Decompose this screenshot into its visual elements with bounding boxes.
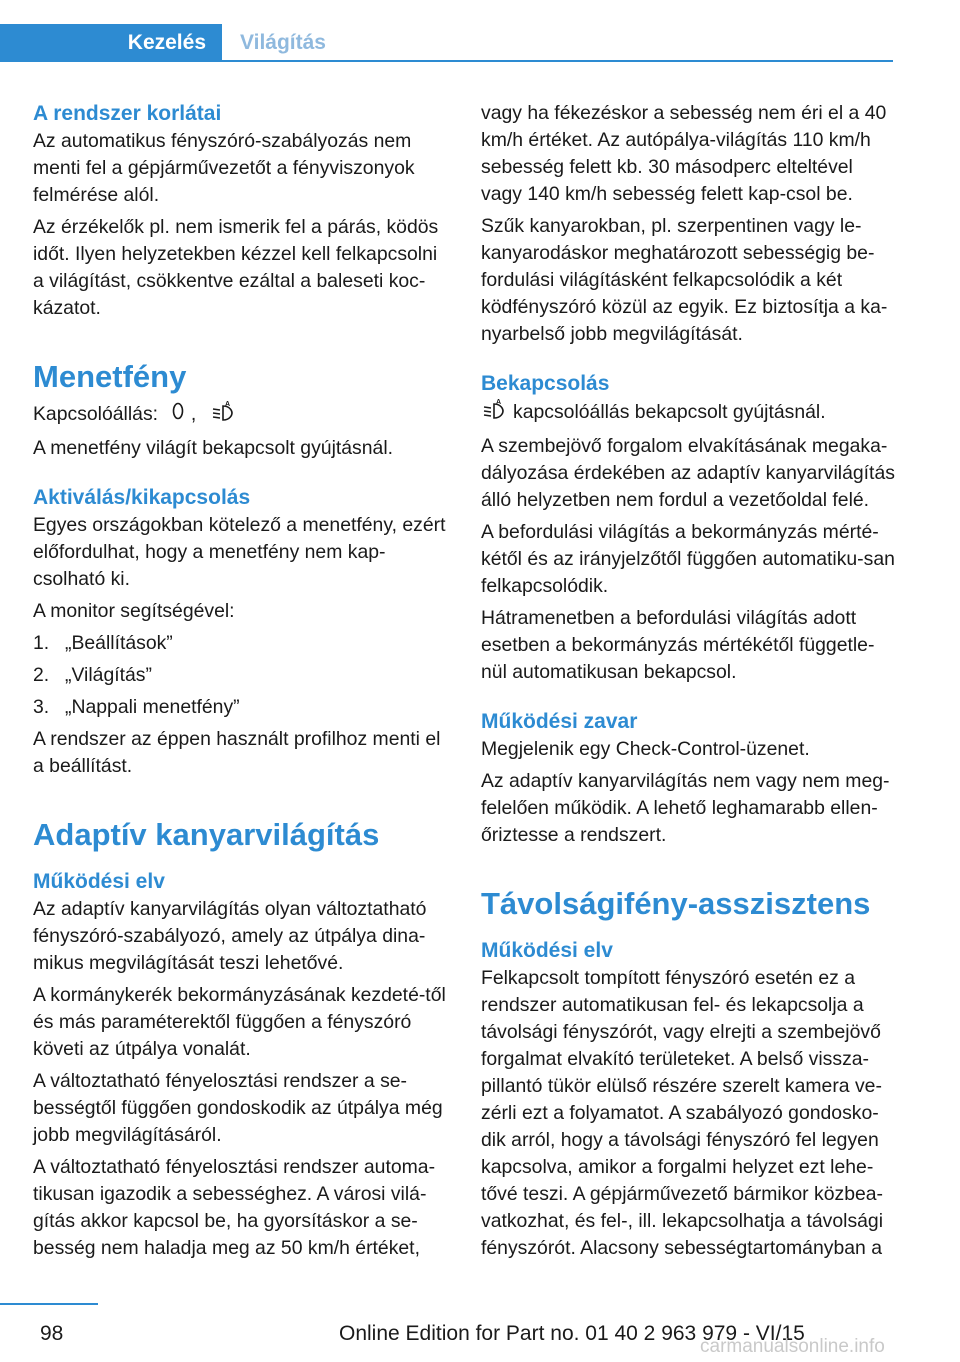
heading-aktivalas: Aktiválás/kikapcsolás: [33, 486, 251, 509]
paragraph: Az automatikus fényszóró-szabályozás nem menti fel a gépjárművezetőt a fényviszonyok felmérése alól.: [33, 130, 415, 206]
paragraph: A monitor segítségével:: [33, 600, 235, 622]
paragraph: A szembejövő forgalom elvakításának megaka‐dályozása érdekében az adaptív kanyarvilágítás álló helyzetben nem fordul a vezetőoldal felé.: [481, 435, 895, 511]
right-column: [481, 100, 899, 1267]
bekapcsolas-text: kapcsolóállás bekapcsolt gyújtásnál.: [513, 401, 826, 424]
step-text: „Nappali menetfény”: [65, 696, 240, 718]
step-number: 1.: [33, 632, 50, 654]
step-number: 3.: [33, 696, 50, 718]
auto-headlight-icon: [210, 400, 236, 430]
list-item: [33, 662, 451, 689]
paragraph: Megjelenik egy Check-Control-üzenet.: [481, 738, 810, 760]
paragraph: Az adaptív kanyarvilágítás olyan változtatható fényszóró-szabályozó, amely az útpálya dina‐mikus megvilágítását teszi lehetővé.: [33, 898, 427, 974]
steps-list: [33, 630, 451, 721]
paragraph: Egyes országokban kötelező a menetfény, ezért előfordulhat, hogy a menetfény nem kap‐csolható ki.: [33, 514, 446, 590]
paragraph: A változtatható fényelosztási rendszer automa‐tikusan igazodik a sebességhez. A városi vilá‐gítás akkor kapcsol be, ha gyorsításkor a se‐besség nem haladja meg az 50 km/h értéket,: [33, 1156, 436, 1259]
heading-adaptiv-kanyarvilagitas: Adaptív kanyarvilágítás: [33, 817, 380, 852]
paragraph: A változtatható fényelosztási rendszer a se‐bességtől függően gondoskodik az útpálya még jobb megvilágításáról.: [33, 1070, 443, 1146]
switch-position-line: [33, 400, 451, 430]
paragraph: Szűk kanyarokban, pl. szerpentinen vagy le‐kanyarodáskor meghatározott sebességig be‐fordulási világításként felkapcsolódik a két ködfényszóró közül az egyik. Ez biztosítja a ka‐nyarbelső jobb megvilágítását.: [481, 215, 888, 345]
step-number: 2.: [33, 664, 50, 686]
paragraph: A rendszer az éppen használt profilhoz menti el a beállítást.: [33, 728, 441, 777]
step-text: „Beállítások”: [65, 632, 173, 654]
paragraph: A befordulási világítás a bekormányzás mérté‐kétől és az irányjelzőtől függően automatiku‐san felkapcsolódik.: [481, 521, 895, 597]
heading-menetfeny: Menetfény: [33, 359, 187, 394]
step-text: „Világítás”: [65, 664, 152, 686]
switch-separator: ,: [190, 403, 197, 426]
paragraph: A menetfény világít bekapcsolt gyújtásnál.: [33, 437, 394, 459]
paragraph: Az adaptív kanyarvilágítás nem vagy nem meg‐felelően működik. A lehető leghamarabb ellen‐őriztesse a rendszert.: [481, 770, 890, 846]
footer-rule: [0, 1303, 98, 1305]
heading-mukodesi-zavar: Működési zavar: [481, 710, 638, 733]
paragraph: Az érzékelők pl. nem ismerik fel a párás, ködös időt. Ilyen helyzetekben kézzel kell felkapcsolni a világítást, csökkentve ezáltal a baleseti koc‐kázatot.: [33, 216, 439, 319]
paragraph: Felkapcsolt tompított fényszóró esetén ez a rendszer automatikusan fel- és lekapcsolja a távolsági fényszórót, vagy elrejti a szembejövő forgalmat elvakító területeket. A belső vissza‐pillantó tükör elülső részére szerelt kamera ve‐zérli ezt a folyamatot. A szabályozó gondosko‐dik arról, hogy a távolsági fényszóró fel legyen kapcsolva, amikor a forgalmi helyzet ezt lehe‐tővé teszi. A gépjárművezető bármikor közbea‐vatkozhat, és fel-, ill. lekapcsolhatja a távolsági fényszórót. Alacsony sebességtartományban a: [481, 967, 884, 1259]
heading-mukodesi-elv: Működési elv: [33, 870, 165, 893]
light-switch-zero-icon: [171, 401, 185, 429]
switch-label: Kapcsolóállás:: [33, 403, 159, 426]
paragraph: vagy ha fékezéskor a sebesség nem éri el a 40 km/h értéket. Az autópálya-világítás 110 km/h sebesség felett kb. 30 másodperc elteltével vagy 140 km/h sebesség felett kap‐csol be.: [481, 102, 887, 205]
heading-mukodesi-elv-2: Működési elv: [481, 939, 613, 962]
edition-text: Online Edition for Part no. 01 40 2 963 979 - VI/15: [339, 1322, 805, 1345]
paragraph: [481, 398, 899, 428]
page-number: 98: [40, 1322, 64, 1345]
tab-vilagitas[interactable]: Világítás: [240, 31, 326, 54]
list-item: [33, 630, 451, 657]
auto-headlight-icon: [481, 398, 507, 428]
watermark: carmanualsonline.info: [700, 1336, 885, 1357]
list-item: [33, 694, 451, 721]
header-rule: [0, 60, 893, 62]
svg-text:A: A: [224, 401, 230, 408]
tab-kezeles[interactable]: Kezelés: [0, 24, 222, 60]
heading-bekapcsolas: Bekapcsolás: [481, 372, 610, 395]
paragraph: A kormánykerék bekormányzásának kezdeté‐től és más paraméterektől függően a fényszóró követi az útpálya vonalát.: [33, 984, 446, 1060]
heading-rendszer-korlatai: A rendszer korlátai: [33, 102, 222, 125]
svg-text:A: A: [496, 399, 502, 406]
paragraph: Hátramenetben a befordulási világítás adott esetben a bekormányzás mértékétől függetle‐nül automatikusan bekapcsol.: [481, 607, 875, 683]
header-bar: [0, 0, 960, 62]
left-column: [33, 100, 451, 1267]
heading-tavolsagifeny-asszisztens: Távolságifény-asszisztens: [481, 886, 871, 921]
